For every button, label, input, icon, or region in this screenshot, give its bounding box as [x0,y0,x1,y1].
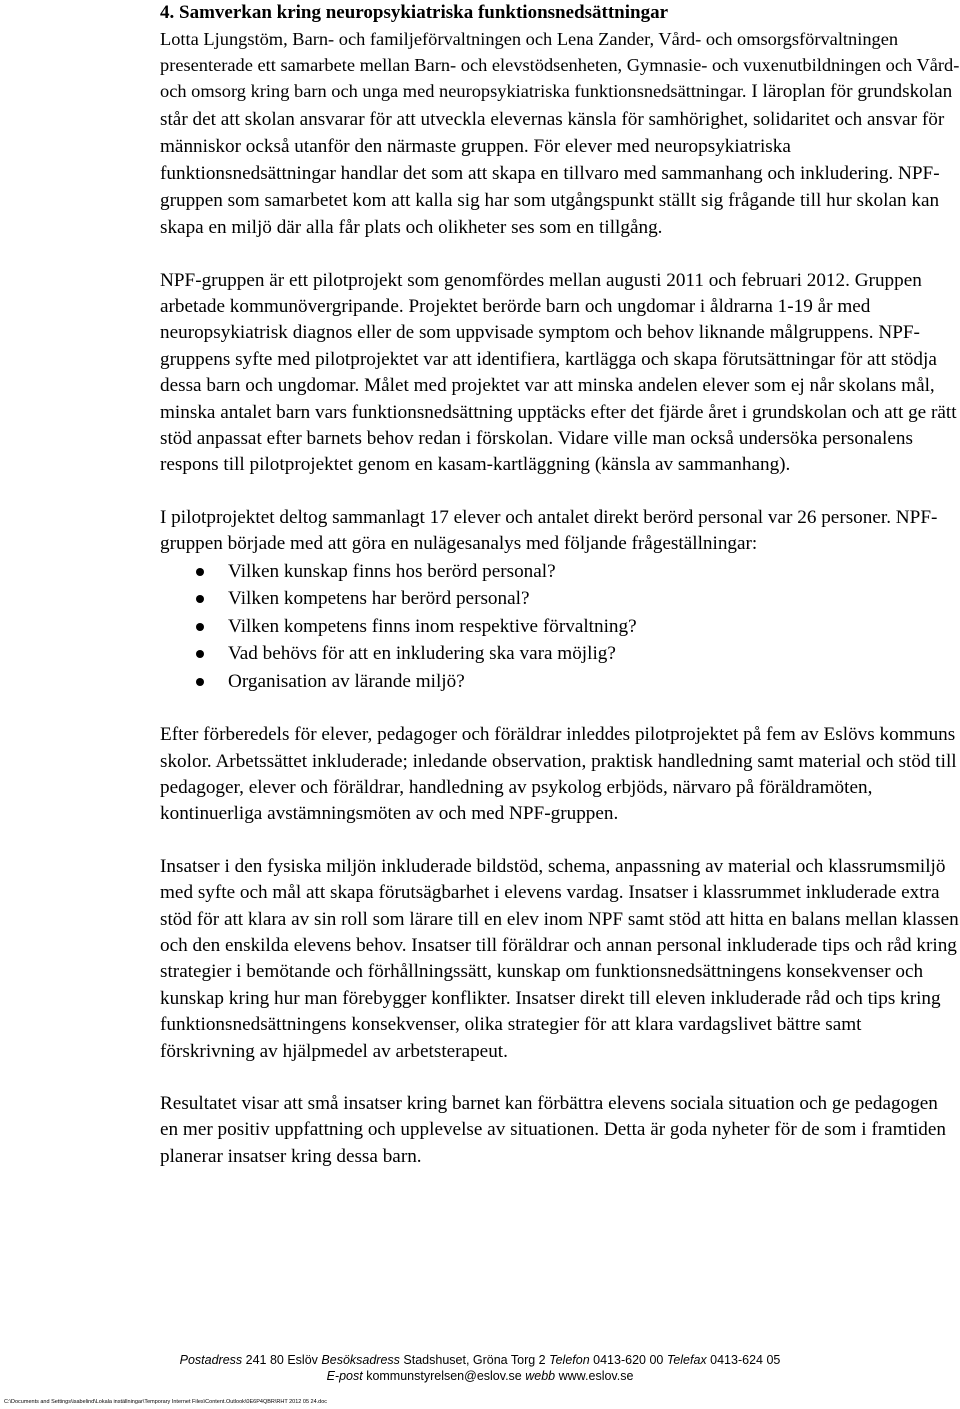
paragraph-pilot-project: NPF-gruppen är ett pilotprojekt som genomfördes mellan augusti 2011 och februari 2012. Gruppen arbetade kommunövergripande. Projektet berörde barn och ungdomar i åldrarna 1-19 år med neuropsykiatrisk diagnos eller de som uppvisade symptom och behov liknande målgruppens. NPF-gruppens syfte med pilotprojektet var att identifiera, kartlägga och skapa förutsättningar för att stödja dessa barn och ungdomar. Målet med projektet var att minska andelen elever som ej når skolans mål, minska antalet barn vars funktionsnedsättning upptäcks efter det fjärde året i grundskolan och att ge rätt stöd anpassat efter barnets behov redan i förskolan. Vidare ville man också undersöka personalens respons till pilotprojektet genom en kasam-kartläggning (känsla av sammanhang). [160,269,957,476]
list-item-text: Vilken kunskap finns hos berörd personal? [228,560,556,582]
paragraph-intro [160,26,960,242]
paragraph-gap [160,695,960,722]
list-item [160,668,960,696]
bullet-icon [196,650,204,658]
list-item [160,640,960,668]
footer-contact-line [0,1368,960,1384]
footer-address-line [0,1352,960,1368]
question-list [160,558,960,696]
postadress-value: 241 80 Eslöv [245,1353,318,1367]
document-file-path: C:\Documents and Settings\isabelind\Lokala inställningar\Temporary Internet Files\Content.Outlook\0E6P4QBR\RHT 2012 05 24.doc [4,1399,328,1405]
bullet-icon [196,595,204,603]
bullet-icon [196,623,204,631]
list-item-text: Vilken kompetens har berörd personal? [228,588,530,610]
paragraph-gap [160,1065,960,1091]
webb-label: webb [525,1369,556,1383]
paragraph-participants: I pilotprojektet deltog sammanlagt 17 elever och antalet direkt berörd personal var 26 personer. NPF-gruppen började med att göra en nulägesanalys med följande frågeställningar: [160,506,938,555]
telefax-value: 0413-624 05 [710,1353,781,1367]
besoksadress-value: Stadshuset, Gröna Torg 2 [403,1353,546,1367]
telefax-label: Telefax [666,1353,707,1367]
document-page [160,0,960,1170]
intro-sentence: Lotta Ljungstöm, Barn- och familjeförvaltningen och Lena Zander, Vård- och omsorgsförvaltningen presenterade ett samarbete mellan Barn- och elevstödsenheten, Gymnasie- och vuxenutbildningen och Vård- och omsorg kring barn och unga med neuropsykiatriska funktionsnedsättningar. [160,29,960,102]
paragraph-gap [160,828,960,854]
list-item-text: Organisation av lärande miljö? [228,670,465,692]
epost-label: E-post [326,1369,363,1383]
epost-value[interactable]: kommunstyrelsen@eslov.se [366,1369,522,1383]
intro-continuation: I läroplan för grundskolan står det att skolan ansvarar för att utveckla elevernas känsla för samhörighet, solidaritet och ansvar för människor också utanför den närmaste gruppen. För elever med neuropsykiatriska funktionsnedsättningar handlar det som att skapa en tillvaro med sammanhang och inkludering. NPF-gruppen som samarbetet kom att kalla sig har som utgångspunkt ställt sig frågande till hur skolan kan skapa en miljö där alla får plats och olikheter ses som en tillgång. [160,81,953,239]
bullet-icon [196,568,204,576]
list-item [160,613,960,641]
paragraph-gap [160,479,960,505]
telefon-label: Telefon [549,1353,590,1367]
paragraph-gap [160,242,960,268]
list-item-text: Vad behövs för att en inkludering ska vara möjlig? [228,643,616,665]
list-item [160,558,960,586]
section-heading: 4. Samverkan kring neuropsykiatriska funktionsnedsättningar [160,2,669,23]
telefon-value: 0413-620 00 [593,1353,664,1367]
list-item-text: Vilken kompetens finns inom respektive förvaltning? [228,615,637,637]
webb-value[interactable]: www.eslov.se [558,1369,634,1383]
bullet-icon [196,678,204,686]
paragraph-results: Resultatet visar att små insatser kring barnet kan förbättra elevens sociala situation och ge pedagogen en mer positiv uppfattning och upplevelse av situationen. Detta är goda nyheter för de som i framtiden planerar insatser kring dessa barn. [160,1093,946,1167]
paragraph-interventions: Insatser i den fysiska miljön inkluderade bildstöd, schema, anpassning av material och klassrumsmiljö med syfte och mål att skapa förutsägbarhet i elevens vardag. Insatser i klassrummet inkluderade extra stöd för att klara av sin roll som lärare till en elev inom NPF samt stöd att hitta en balans mellan klassen och den enskilda elevens behov. Insatser till föräldrar och annan personal inkluderade tips och råd kring strategier i bemötande och förhållningssätt, kunskap om funktionsnedsättningens konsekvenser och kunskap kring hur man förebygger konflikter. Insatser direkt till eleven inkluderade råd och tips kring funktionsnedsättningens konsekvenser, olika strategier för att klara vardagslivet bättre samt förskrivning av hjälpmedel av arbetsterapeut. [160,855,959,1062]
paragraph-implementation: Efter förberedels för elever, pedagoger och föräldrar inleddes pilotprojektet på fem av Eslövs kommuns skolor. Arbetssättet inkluderade; inledande observation, praktisk handledning samt material och stöd till pedagoger, elever och föräldrar, handledning av psykolog erbjöds, närvaro på föräldramöten, kontinuerliga avstämningsmöten av och med NPF-gruppen. [160,724,957,825]
besoksadress-label: Besöksadress [321,1353,400,1367]
list-item [160,585,960,613]
page-footer [0,1352,960,1384]
postadress-label: Postadress [179,1353,243,1367]
